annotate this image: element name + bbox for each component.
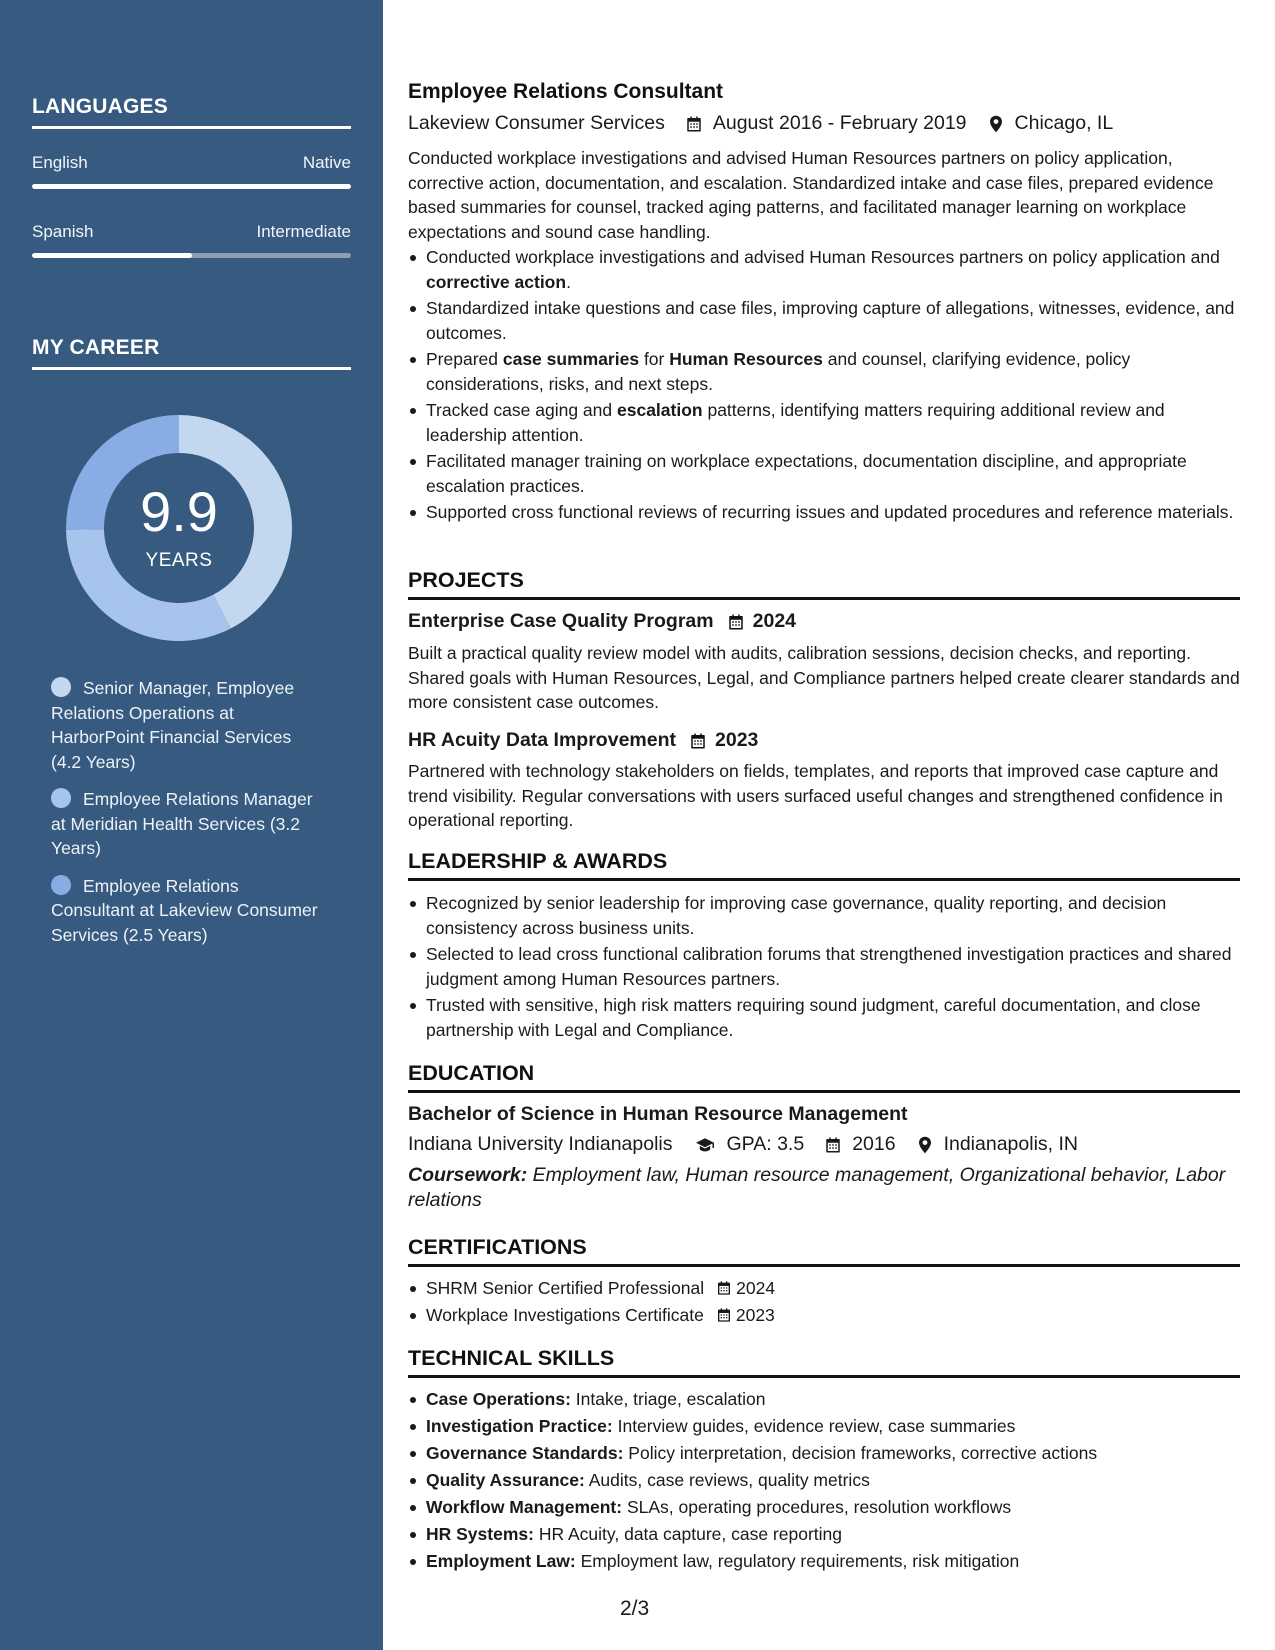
calendar-icon (727, 613, 745, 631)
bullet-text: Tracked case aging and (426, 400, 617, 420)
coursework-label: Coursework: (408, 1164, 528, 1186)
project-title (408, 729, 758, 752)
project-title (408, 610, 796, 633)
skill-item (408, 1522, 1240, 1547)
bullet-text: . (566, 271, 571, 292)
skill-item (408, 1495, 1240, 1520)
skill-item (408, 1387, 1240, 1412)
job-bullet (408, 449, 1240, 498)
career-total-years: 9.9 (140, 480, 218, 543)
degree-title: Bachelor of Science in Human Resource Management (408, 1103, 908, 1125)
bullet-bold-text: case summaries (502, 349, 640, 369)
calendar-icon (716, 1307, 732, 1323)
skill-item (408, 1441, 1240, 1466)
skill-item (408, 1549, 1240, 1574)
page-number: 2/3 (620, 1597, 650, 1620)
skill-value: SLAs, operating procedures, resolution workflows (622, 1497, 1012, 1517)
language-name: Spanish (32, 222, 94, 241)
language-proficiency-bar-spanish (32, 253, 351, 258)
certification-item (408, 1303, 1240, 1328)
career-legend-item (51, 676, 321, 774)
calendar-icon (685, 115, 703, 133)
skill-label: Investigation Practice: (426, 1416, 613, 1436)
bullet-text: Standardized intake questions and case files, improving capture of allegations, witnesses, evidence, and outcomes. (426, 298, 1235, 343)
language-row-english (32, 153, 351, 173)
career-heading: MY CAREER (32, 336, 351, 370)
job-dates: August 2016 - February 2019 (712, 112, 967, 134)
skill-label: Workflow Management: (426, 1497, 623, 1517)
skill-label: Employment Law: (426, 1551, 576, 1571)
language-level: Native (302, 153, 351, 172)
education-meta (408, 1133, 1078, 1156)
project-name: HR Acuity Data Improvement (408, 729, 677, 751)
skill-item (408, 1414, 1240, 1439)
project-description: Partnered with technology stakeholders on fields, templates, and reports that improved case capture and trend visibility. Regular conversations with users surfaced useful changes and strengthened confidence in operational reporting. (408, 761, 1223, 830)
legend-dot-icon (51, 875, 71, 895)
education-year: 2016 (852, 1133, 896, 1155)
calendar-icon (824, 1136, 842, 1154)
career-legend (51, 676, 321, 960)
education-location: Indianapolis, IN (943, 1133, 1078, 1155)
location-pin-icon (916, 1136, 934, 1154)
career-total-unit: YEARS (145, 550, 213, 571)
career-legend-item (51, 874, 321, 948)
leadership-bullets (408, 891, 1240, 1044)
bullet-text: and counsel, clarifying evidence, policy considerations, risks, and next steps. (426, 349, 1131, 394)
job-bullet (408, 500, 1240, 525)
job-location: Chicago, IL (1014, 112, 1114, 134)
leadership-bullet: Selected to lead cross functional calibration forums that strengthened investigation practices and shared judgment among Human Resources partners. (408, 942, 1240, 991)
job-bullet (408, 398, 1240, 447)
legend-dot-icon (51, 677, 71, 697)
location-pin-icon (987, 115, 1005, 133)
coursework (408, 1163, 1240, 1212)
coursework-text: Employment law, Human resource management, Organizational behavior, Labor relations (408, 1164, 1226, 1211)
language-name: English (32, 153, 88, 172)
project-year: 2024 (752, 610, 797, 632)
job-summary: Conducted workplace investigations and advised Human Resources partners on policy application, corrective action, documentation, and escalation. Standardized intake and case files, prepared evidence based summaries for counsel, tracked aging patterns, and facilitated manager learning on workplace expectations and sound case handling. (408, 148, 1214, 242)
bullet-text: Supported cross functional reviews of recurring issues and updated procedures and reference materials. (426, 502, 1234, 522)
career-legend-text: Employee Relations Manager at Meridian Health Services (3.2 Years) (51, 789, 313, 858)
job-meta (408, 112, 1113, 135)
sidebar (0, 0, 383, 1650)
leadership-bullet: Recognized by senior leadership for improving case governance, quality reporting, and decision consistency across business units. (408, 891, 1240, 940)
skills-heading: TECHNICAL SKILLS (408, 1346, 1240, 1378)
bullet-text: Conducted workplace investigations and advised Human Resources partners on policy application and (426, 247, 1220, 267)
skill-value: Policy interpretation, decision frameworks, corrective actions (623, 1443, 1098, 1463)
skill-value: Interview guides, evidence review, case summaries (612, 1416, 1016, 1436)
job-bullet (408, 347, 1240, 396)
languages-heading: LANGUAGES (32, 95, 351, 129)
job-bullets (408, 245, 1240, 527)
skill-label: Case Operations: (426, 1389, 571, 1409)
graduation-cap-icon (693, 1136, 717, 1154)
certifications-heading: CERTIFICATIONS (408, 1235, 1240, 1267)
language-proficiency-fill (32, 253, 192, 258)
education-heading: EDUCATION (408, 1061, 1240, 1093)
leadership-bullet: Trusted with sensitive, high risk matters requiring sound judgment, careful documentation, and close partnership with Legal and Compliance. (408, 993, 1240, 1042)
legend-dot-icon (51, 788, 71, 808)
skills-list (408, 1387, 1240, 1576)
certification-item (408, 1276, 1240, 1301)
career-legend-item (51, 787, 321, 861)
skill-label: HR Systems: (426, 1524, 534, 1544)
certification-name: SHRM Senior Certified Professional (426, 1278, 705, 1298)
career-legend-text: Employee Relations Consultant at Lakeview Consumer Services (2.5 Years) (51, 875, 318, 945)
certification-year: 2024 (736, 1278, 776, 1298)
bullet-text: patterns, identifying matters requiring additional review and leadership attention. (426, 400, 1165, 445)
job-bullet (408, 296, 1240, 345)
certification-year: 2023 (735, 1304, 775, 1325)
bullet-bold-text: Human Resources (669, 349, 823, 369)
skill-value: Audits, case reviews, quality metrics (584, 1470, 870, 1490)
project-year: 2023 (715, 729, 759, 751)
bullet-text: Facilitated manager training on workplace expectations, documentation discipline, and appropriate escalation practices. (426, 451, 1187, 496)
language-proficiency-bar-english (32, 184, 351, 189)
job-bullet (408, 245, 1240, 294)
project-description: Built a practical quality review model with audits, calibration sessions, decision checks, and reporting. Shared goals with Human Resources, Legal, and Compliance partners helped create clearer standards and more consistent case outcomes. (408, 643, 1240, 712)
career-legend-text: Senior Manager, Employee Relations Operations at HarborPoint Financial Services (4.2 Years) (51, 678, 295, 772)
language-proficiency-fill (32, 184, 351, 189)
job-title: Employee Relations Consultant (408, 80, 724, 103)
certification-name: Workplace Investigations Certificate (426, 1304, 704, 1325)
skill-value: Employment law, regulatory requirements, risk mitigation (575, 1551, 1020, 1571)
skill-item (408, 1468, 1240, 1493)
job-company: Lakeview Consumer Services (408, 112, 665, 134)
language-row-spanish (32, 222, 351, 242)
certification-list (408, 1276, 1240, 1329)
skill-label: Quality Assurance: (426, 1470, 585, 1490)
career-donut-slice (66, 529, 231, 641)
bullet-bold-text: escalation (617, 400, 703, 420)
calendar-icon (689, 732, 707, 750)
projects-heading: PROJECTS (408, 568, 1240, 600)
skill-label: Governance Standards: (426, 1443, 624, 1463)
language-level: Intermediate (256, 222, 351, 241)
skill-value: Intake, triage, escalation (570, 1389, 766, 1409)
education-gpa: GPA: 3.5 (726, 1133, 805, 1155)
bullet-text: Prepared (426, 349, 503, 369)
calendar-icon (716, 1280, 732, 1296)
bullet-text: for (639, 349, 670, 369)
school-name: Indiana University Indianapolis (408, 1133, 673, 1155)
project-name: Enterprise Case Quality Program (408, 610, 714, 632)
skill-value: HR Acuity, data capture, case reporting (533, 1524, 842, 1544)
bullet-bold-text: corrective action (426, 271, 567, 292)
leadership-heading: LEADERSHIP & AWARDS (408, 849, 1240, 881)
